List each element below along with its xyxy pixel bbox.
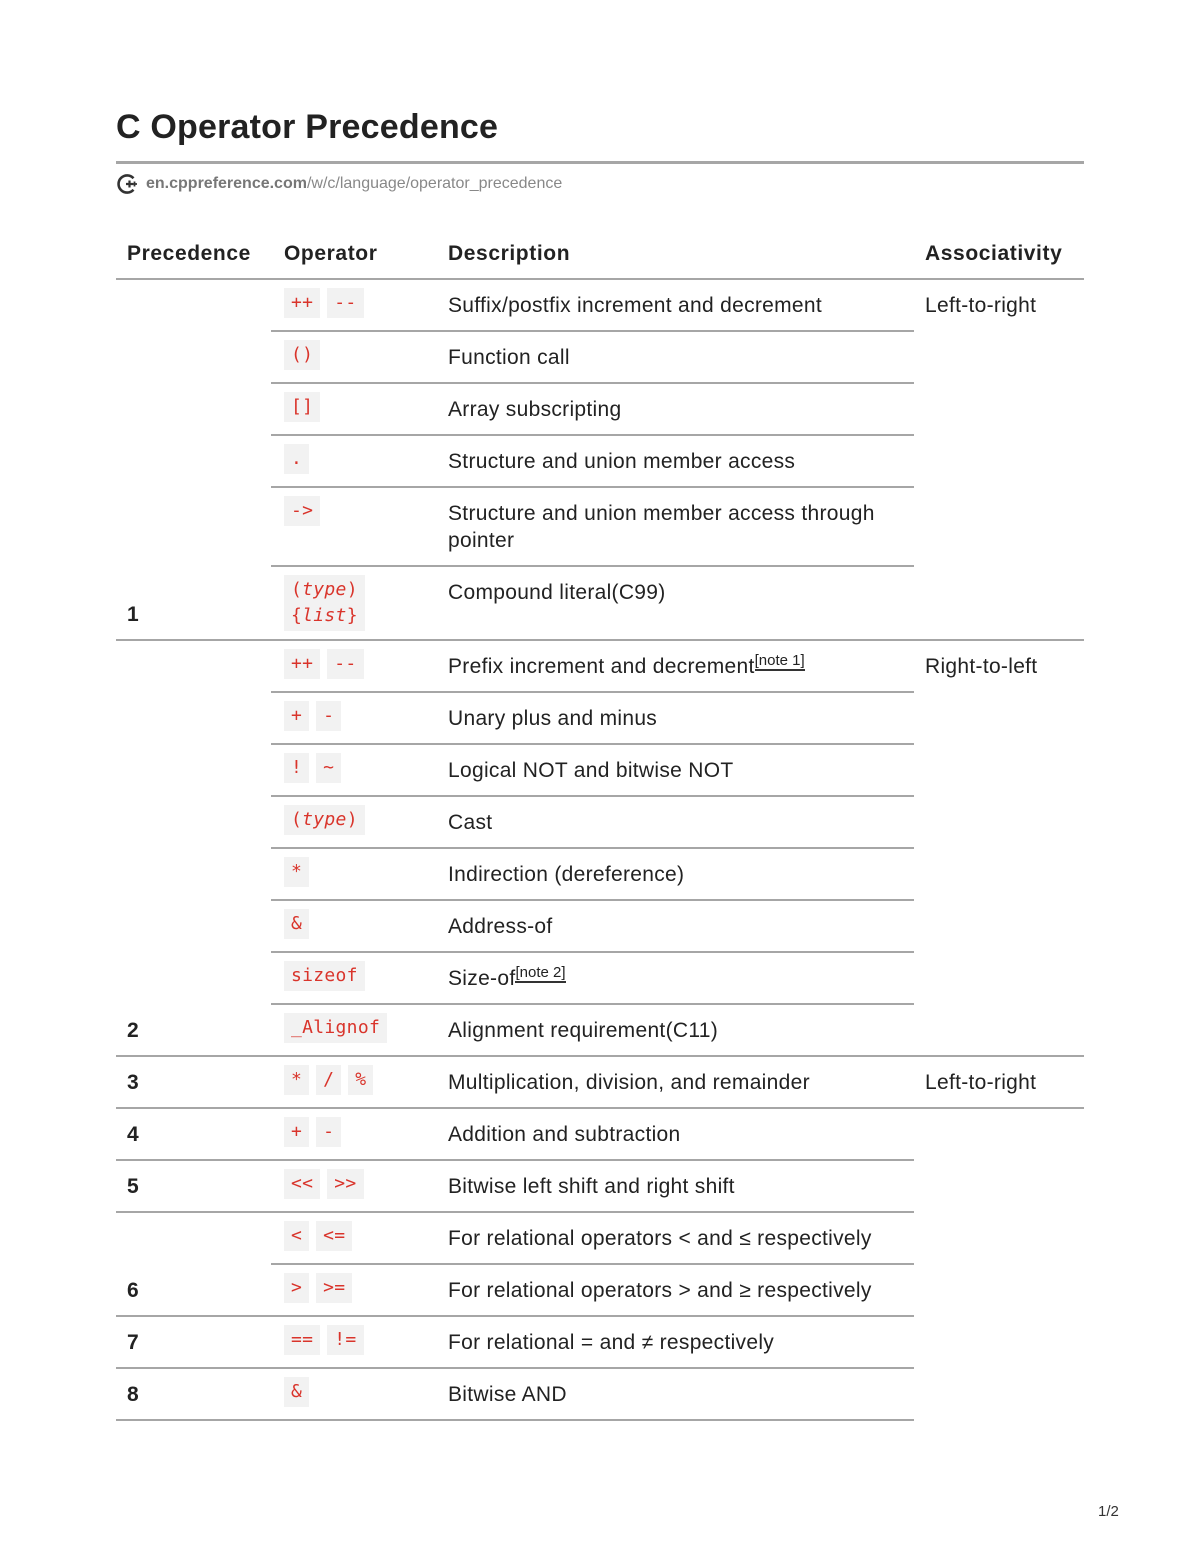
description-cell [436,1108,914,1160]
operator-code: + [284,701,309,731]
description-text: Cast [448,811,493,834]
description-cell [436,566,914,640]
description-cell [436,1056,914,1108]
source-path: /w/c/language/operator_precedence [306,175,563,192]
operator-cell [271,900,436,952]
operator-cell [271,848,436,900]
associativity-cell [914,1316,1084,1368]
description-text: For relational operators < and ≤ respectively [448,1227,872,1250]
page-number: 1/2 [1098,1503,1119,1520]
associativity-cell: Right-to-left [914,640,1084,1056]
operator-code: - [316,1117,341,1147]
operator-cell [271,1212,436,1264]
operator-code: <= [316,1221,352,1251]
operator-cell [271,383,436,435]
operator-code: / [316,1065,341,1095]
associativity-cell [914,1212,1084,1316]
cppreference-logo-icon [116,172,140,196]
footnote-link[interactable]: [note 2] [515,964,566,981]
operator-code: * [284,857,309,887]
operator-code: << [284,1169,320,1199]
precedence-cell: 2 [116,640,271,1056]
table-row [116,1056,1084,1108]
description-cell [436,487,914,566]
header-description: Description [436,229,914,279]
description-text: Suffix/postfix increment and decrement [448,294,823,317]
description-cell [436,1264,914,1316]
header-operator: Operator [271,229,436,279]
precedence-cell: 7 [116,1316,271,1368]
description-cell [436,1004,914,1056]
table-row [116,640,1084,692]
operator-cell [271,692,436,744]
footnote-link[interactable]: [note 1] [754,652,805,669]
description-text: Address-of [448,915,553,938]
precedence-cell: 5 [116,1160,271,1212]
precedence-cell: 6 [116,1212,271,1316]
description-cell [436,848,914,900]
operator-code: ~ [316,753,341,783]
operator-code: > [284,1273,309,1303]
operator-cell [271,279,436,331]
operator-cell [271,435,436,487]
operator-code: < [284,1221,309,1251]
operator-code: [] [284,392,320,422]
description-cell [436,1212,914,1264]
associativity-cell [914,1108,1084,1160]
description-text: Alignment requirement(C11) [448,1019,719,1042]
operator-cell [271,1004,436,1056]
table-body [116,279,1084,1420]
precedence-cell: 1 [116,279,271,640]
description-cell [436,692,914,744]
description-cell [436,1316,914,1368]
description-text: Logical NOT and bitwise NOT [448,759,734,782]
operator-code: ++ [284,288,320,318]
source-domain: en.cppreference.com [146,175,307,192]
operator-code: (type) [284,805,365,835]
description-cell [436,796,914,848]
operator-code: sizeof [284,961,365,991]
description-cell [436,435,914,487]
operator-code: . [284,444,309,474]
operator-code: ++ [284,649,320,679]
description-cell [436,952,914,1004]
description-text: Size-of [448,967,516,990]
operator-code: (type) {list} [284,575,365,631]
operator-code: != [327,1325,363,1355]
description-text: Compound literal(C99) [448,581,666,604]
description-cell [436,279,914,331]
operator-code: * [284,1065,309,1095]
operator-cell [271,1368,436,1420]
associativity-cell: Left-to-right [914,1056,1084,1108]
operator-code: == [284,1325,320,1355]
title-divider [116,161,1084,164]
table-row [116,1316,1084,1368]
operator-cell [271,1316,436,1368]
description-text: For relational operators > and ≥ respectively [448,1279,872,1302]
description-cell [436,640,914,692]
description-cell [436,1368,914,1420]
header-associativity: Associativity [914,229,1084,279]
associativity-cell: Left-to-right [914,279,1084,640]
description-text: Array subscripting [448,398,622,421]
operator-code: + [284,1117,309,1147]
precedence-cell: 3 [116,1056,271,1108]
table-row [116,1160,1084,1212]
description-text: Structure and union member access [448,450,796,473]
description-text: For relational = and ≠ respectively [448,1331,775,1354]
operator-code: -- [327,649,363,679]
precedence-cell: 4 [116,1108,271,1160]
description-cell [436,1160,914,1212]
operator-cell [271,1056,436,1108]
header-precedence: Precedence [116,229,271,279]
table-row [116,1212,1084,1264]
operator-cell [271,640,436,692]
operator-cell [271,566,436,640]
source-link[interactable] [116,172,562,196]
operator-code: & [284,1377,309,1407]
operator-code: _Alignof [284,1013,387,1043]
description-text: Indirection (dereference) [448,863,685,886]
associativity-cell [914,1160,1084,1212]
description-cell [436,383,914,435]
table-row [116,279,1084,331]
description-text: Bitwise AND [448,1383,567,1406]
page-title: C Operator Precedence [116,108,499,146]
operator-cell [271,1108,436,1160]
operator-code: >> [327,1169,363,1199]
description-text: Unary plus and minus [448,707,658,730]
operator-code: >= [316,1273,352,1303]
operator-cell [271,952,436,1004]
description-text: Function call [448,346,570,369]
operator-code: -- [327,288,363,318]
description-cell [436,744,914,796]
operator-cell [271,1264,436,1316]
operator-cell [271,796,436,848]
table-row [116,1108,1084,1160]
table-row [116,1368,1084,1420]
table-header-row [116,229,1084,279]
operator-code: % [348,1065,373,1095]
description-text: Bitwise left shift and right shift [448,1175,735,1198]
operator-code: - [316,701,341,731]
description-cell [436,900,914,952]
operator-code: ! [284,753,309,783]
associativity-cell [914,1368,1084,1420]
operator-code: () [284,340,320,370]
description-text: Prefix increment and decrement [448,655,755,678]
operator-cell [271,1160,436,1212]
description-text: Addition and subtraction [448,1123,681,1146]
operator-cell [271,487,436,566]
precedence-cell: 8 [116,1368,271,1420]
description-cell [436,331,914,383]
operator-code: & [284,909,309,939]
precedence-table [116,229,1084,1421]
operator-code: -> [284,496,320,526]
description-text: Structure and union member access through pointer [448,502,875,552]
operator-cell [271,331,436,383]
description-text: Multiplication, division, and remainder [448,1071,810,1094]
operator-cell [271,744,436,796]
